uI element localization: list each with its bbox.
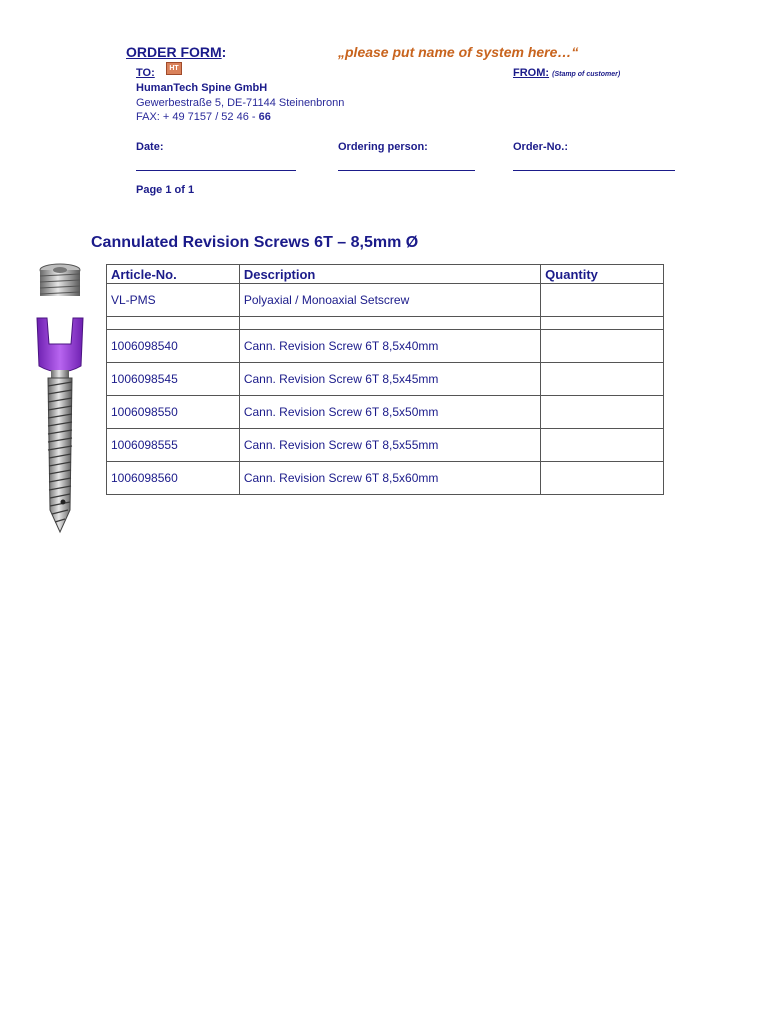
recipient-company: HumanTech Spine GmbH bbox=[136, 82, 268, 94]
section-title: Cannulated Revision Screws 6T – 8,5mm Ø bbox=[91, 234, 419, 251]
quantity-cell[interactable] bbox=[541, 396, 664, 429]
table-row bbox=[107, 462, 664, 495]
table-row bbox=[107, 396, 664, 429]
quantity-cell[interactable] bbox=[541, 429, 664, 462]
ordering-person-label: Ordering person: bbox=[338, 141, 428, 153]
article-no-cell: VL-PMS bbox=[107, 284, 240, 317]
article-no-cell: 1006098550 bbox=[107, 396, 240, 429]
recipient-fax: FAX: + 49 7157 / 52 46 - 66 bbox=[136, 111, 271, 123]
description-cell bbox=[239, 317, 540, 330]
article-no-cell: 1006098555 bbox=[107, 429, 240, 462]
pedicle-screw-with-setscrew-image bbox=[30, 260, 90, 540]
from-label: FROM: (Stamp of customer) bbox=[513, 67, 621, 79]
table-row bbox=[107, 363, 664, 396]
quantity-cell[interactable] bbox=[541, 317, 664, 330]
ordering-person-field[interactable] bbox=[338, 170, 475, 171]
article-no-cell: 1006098545 bbox=[107, 363, 240, 396]
date-label: Date: bbox=[136, 141, 164, 153]
stamp-note: (Stamp of customer) bbox=[552, 71, 621, 78]
system-name-placeholder: „please put name of system here…“ bbox=[338, 44, 579, 60]
recipient-address: Gewerbestraße 5, DE-71144 Steinenbronn bbox=[136, 97, 345, 109]
description-cell: Polyaxial / Monoaxial Setscrew bbox=[239, 284, 540, 317]
description-cell: Cann. Revision Screw 6T 8,5x40mm bbox=[239, 330, 540, 363]
date-field[interactable] bbox=[136, 170, 296, 171]
quantity-cell[interactable] bbox=[541, 462, 664, 495]
table-row bbox=[107, 330, 664, 363]
header-quantity: Quantity bbox=[541, 265, 664, 284]
order-no-label: Order-No.: bbox=[513, 141, 568, 153]
table-row bbox=[107, 429, 664, 462]
article-no-cell: 1006098560 bbox=[107, 462, 240, 495]
table-header-row bbox=[107, 265, 664, 284]
quantity-cell[interactable] bbox=[541, 284, 664, 317]
quantity-cell[interactable] bbox=[541, 330, 664, 363]
description-cell: Cann. Revision Screw 6T 8,5x50mm bbox=[239, 396, 540, 429]
article-table bbox=[106, 264, 664, 495]
order-no-field[interactable] bbox=[513, 170, 675, 171]
article-no-cell bbox=[107, 317, 240, 330]
page-indicator: Page 1 of 1 bbox=[136, 184, 195, 196]
description-cell: Cann. Revision Screw 6T 8,5x60mm bbox=[239, 462, 540, 495]
table-row bbox=[107, 284, 664, 317]
to-label: TO: bbox=[136, 67, 155, 79]
article-no-cell: 1006098540 bbox=[107, 330, 240, 363]
header-description: Description bbox=[239, 265, 540, 284]
description-cell: Cann. Revision Screw 6T 8,5x55mm bbox=[239, 429, 540, 462]
quantity-cell[interactable] bbox=[541, 363, 664, 396]
order-form-title: ORDER FORM: bbox=[126, 44, 227, 60]
description-cell: Cann. Revision Screw 6T 8,5x45mm bbox=[239, 363, 540, 396]
header-article-no: Article-No. bbox=[107, 265, 240, 284]
company-logo-icon: HT bbox=[166, 62, 182, 75]
table-row bbox=[107, 317, 664, 330]
